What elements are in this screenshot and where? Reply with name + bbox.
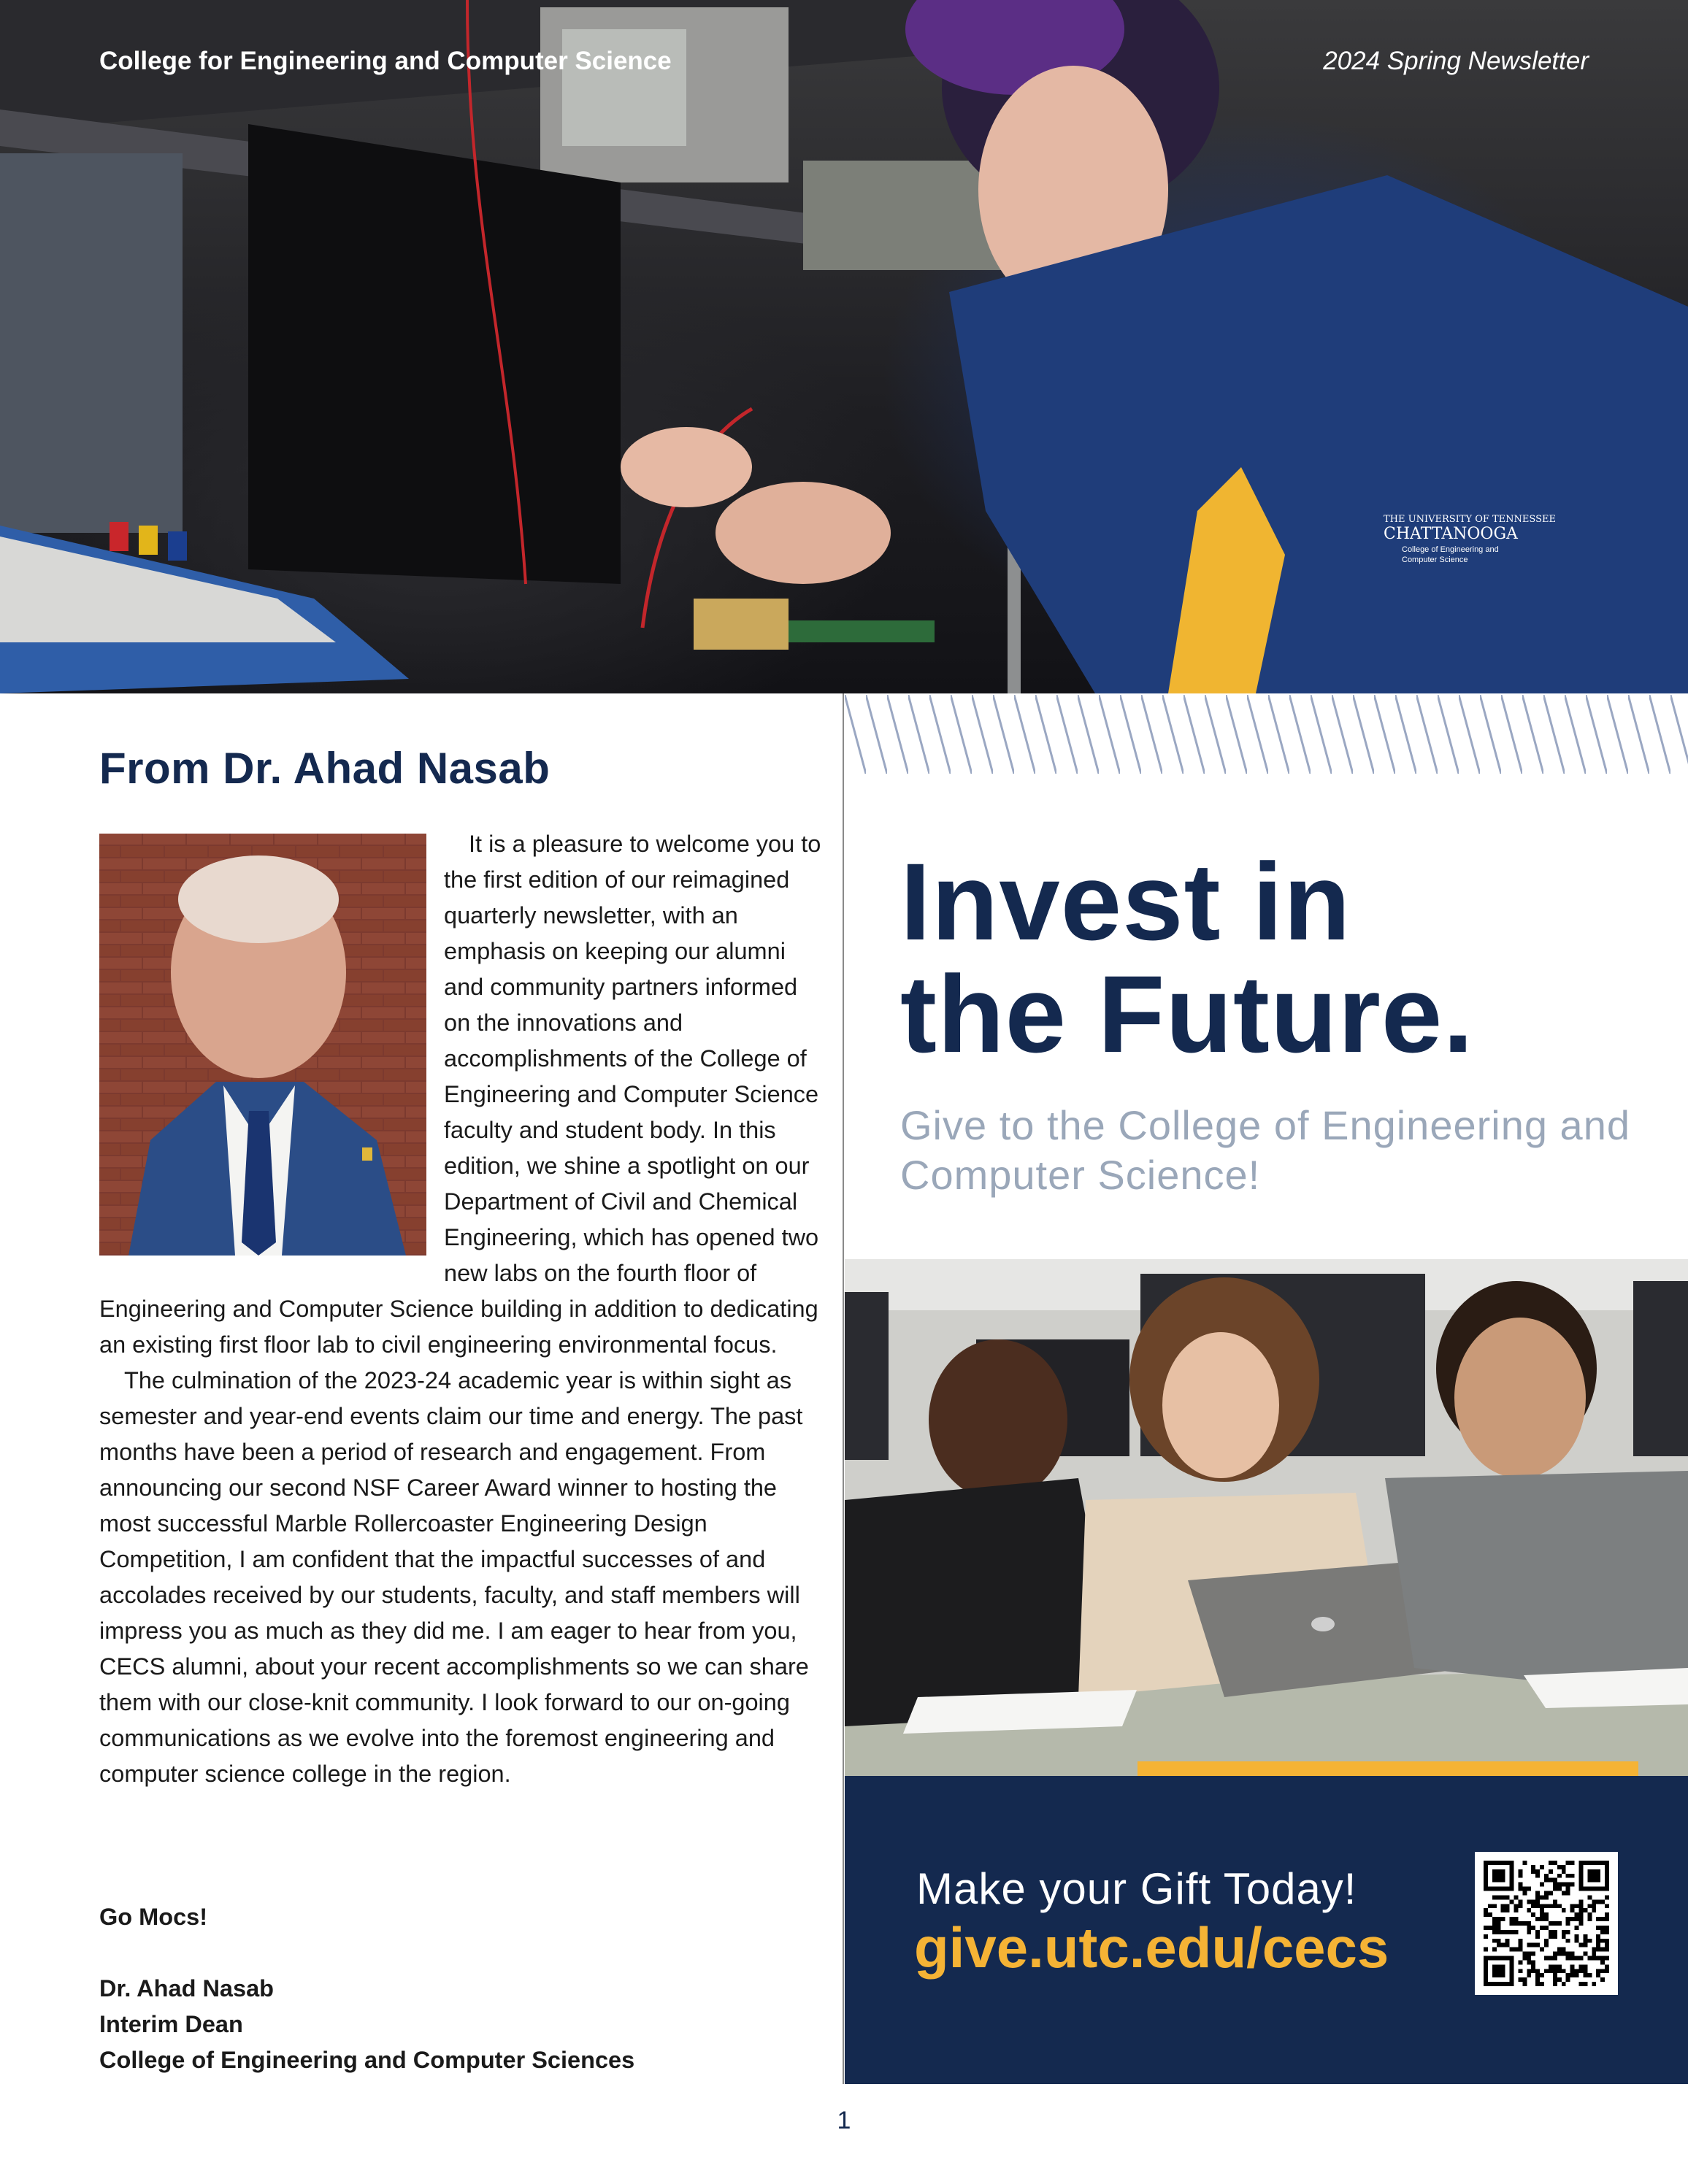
students-photo (845, 1259, 1688, 1776)
student-hand (716, 482, 891, 584)
page-number: 1 (837, 2107, 851, 2134)
giving-title-line: Invest in (900, 840, 1351, 963)
giving-title (900, 840, 1474, 1075)
knob-yellow (139, 526, 158, 555)
monitor (1633, 1281, 1688, 1456)
shirt-text: THE UNIVERSITY OF TENNESSEE (1384, 514, 1556, 525)
letter-paragraph: The culmination of the 2023-24 academic year is within sight as semester and year-end events claim our time and energy. The past months have been a period of research and engagement. From announcing our second NSF Career Award winner to hosting the most successful Marble Rollercoaster Engineering Design Competition, I am confident that the impactful successes of and accolades received by our students, faculty, and staff members will impress you as much as they did me. I am eager to hear from you, CECS alumni, about your recent accomplishments so we can share them with our close-knit community. I look forward to our on-going communications as we evolve into the foremost engineering and computer science college in the region. (99, 1367, 809, 1787)
spacer (99, 1935, 634, 1971)
knob-red (110, 522, 128, 551)
pcb (789, 620, 935, 642)
gift-cta-text: Make your Gift Today! (916, 1864, 1357, 1913)
giving-title-line: the Future. (900, 953, 1474, 1075)
circuit-board (694, 599, 789, 650)
shirt-text: CHATTANOOGA (1384, 525, 1518, 543)
student-vest (1385, 1471, 1688, 1697)
giving-subtitle: Give to the College of Engineering and Computer Science! (900, 1102, 1630, 1198)
student-face (1454, 1318, 1586, 1478)
student-face (929, 1339, 1067, 1500)
shirt-text: Computer Science (1402, 555, 1468, 564)
letter-paragraph: It is a pleasure to welcome you to the first edition of our reimagined quarterly newsletter, with an emphasis on keeping our alumni and community partners informed on the innovations and accomplishments of the College of Engineering and Computer Science faculty and student body. In this edition, we shine a spotlight on our Department of Civil and Chemical Engineering, which has opened two new labs on the fourth floor of Engineering and Computer Science building in addition to dedicating an existing first floor lab to civil engineering environmental focus. (99, 831, 821, 1358)
hero-photo (0, 0, 1688, 693)
qr-pattern (1484, 1861, 1609, 1986)
letter-signoff (99, 1899, 634, 2078)
students-illustration (845, 1259, 1688, 1776)
shirt-text: College of Engineering and (1402, 545, 1499, 554)
lab-window (0, 153, 183, 533)
column-divider (843, 693, 844, 2084)
signature-title: Interim Dean (99, 2011, 243, 2037)
letter-heading: From Dr. Ahad Nasab (99, 744, 550, 793)
college-name: College for Engineering and Computer Science (99, 47, 672, 75)
monitor (845, 1292, 889, 1460)
give-url-link[interactable]: give.utc.edu/cecs (914, 1915, 1389, 1980)
newsletter-issue: 2024 Spring Newsletter (1323, 47, 1589, 75)
hatch-lines (845, 695, 1688, 774)
letter-body (99, 826, 826, 1792)
gift-cta-panel (845, 1776, 1688, 2084)
qr-code[interactable] (1475, 1852, 1618, 1995)
student-face (1162, 1332, 1279, 1478)
signature-org: College of Engineering and Computer Sciences (99, 2047, 635, 2073)
hatch-pattern (845, 695, 1688, 774)
portrait-float-space (99, 826, 444, 1291)
student-hand (621, 427, 752, 507)
hero-illustration (0, 0, 1688, 693)
knob-blue (168, 531, 187, 561)
laptop-logo (1311, 1617, 1335, 1631)
signature-name: Dr. Ahad Nasab (99, 1975, 275, 2002)
monitor (248, 124, 621, 584)
closing: Go Mocs! (99, 1904, 208, 1930)
